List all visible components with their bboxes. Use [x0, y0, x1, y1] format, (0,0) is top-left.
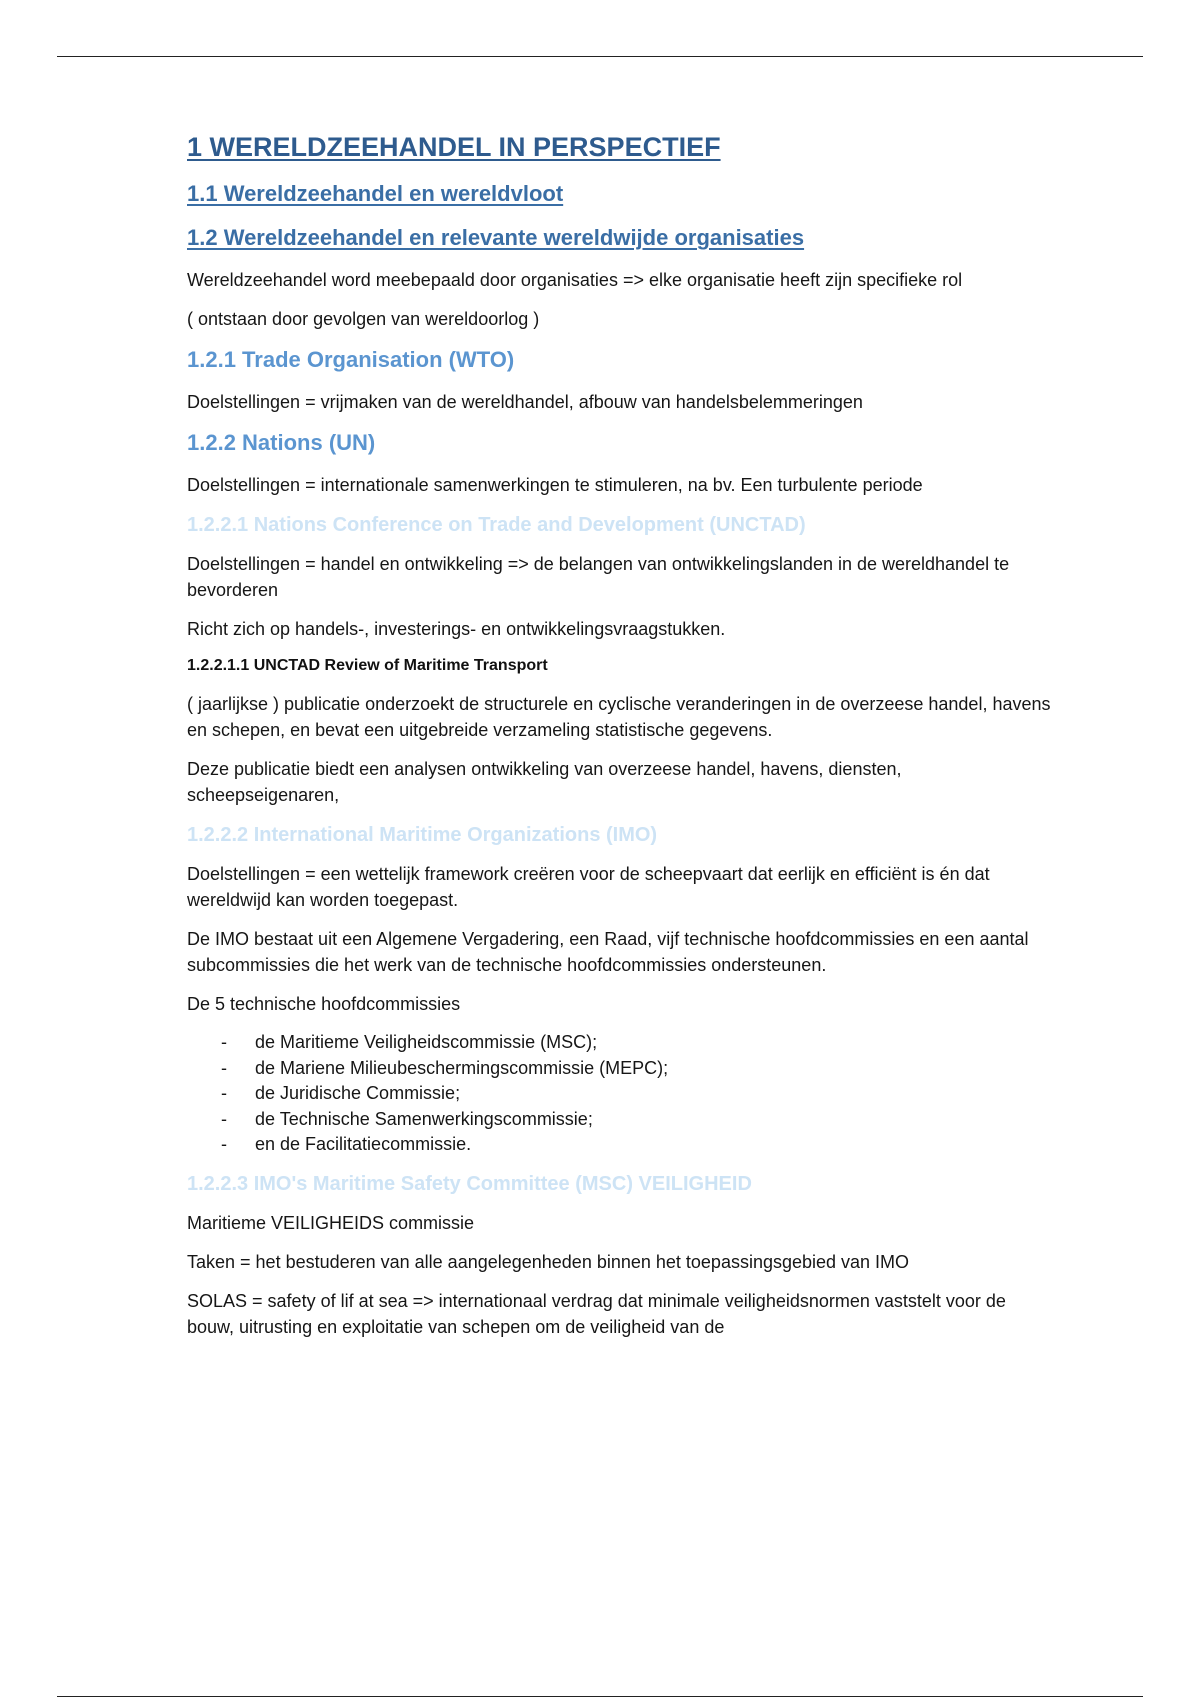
- review-paragraph-2: Deze publicatie biedt een analysen ontwikkeling van overzeese handel, havens, diensten, scheepseigenaren,: [187, 759, 902, 805]
- section-heading-1-1: 1.1 Wereldzeehandel en wereldvloot: [187, 181, 564, 206]
- msc-paragraph-3: SOLAS = safety of lif at sea => internationaal verdrag dat minimale veiligheidsnormen vaststelt voor de bouw, uitrusting en exploitatie van schepen om de veiligheid van de: [187, 1290, 1006, 1337]
- list-item: [187, 1081, 1057, 1107]
- list-item-text: en de Facilitatiecommissie.: [255, 1134, 472, 1154]
- unctad-paragraph-2: Richt zich op handels-, investerings- en ontwikkelingsvraagstukken.: [187, 619, 726, 639]
- imo-paragraph-1: Doelstellingen = een wettelijk framework creëren voor de scheepvaart dat eerlijk en efficiënt is én dat wereldwijd kan worden toegepast.: [187, 864, 990, 910]
- section-heading-1-2: 1.2 Wereldzeehandel en relevante wereldwijde organisaties: [187, 225, 805, 250]
- chapter-heading: 1 WERELDZEEHANDEL IN PERSPECTIEF: [187, 132, 721, 162]
- heading-msc: 1.2.2.3 IMO's Maritime Safety Committee (MSC) VEILIGHEID: [187, 1172, 752, 1195]
- intro-paragraph: Wereldzeehandel word meebepaald door organisaties => elke organisatie heeft zijn specifieke rol: [187, 270, 963, 290]
- msc-paragraph-1: Maritieme VEILIGHEIDS commissie: [187, 1212, 475, 1233]
- heading-review-maritime-transport: 1.2.2.1.1 UNCTAD Review of Maritime Transport: [187, 657, 548, 674]
- list-item: [187, 1132, 1057, 1158]
- list-item-text: de Maritieme Veiligheidscommissie (MSC);: [255, 1032, 598, 1052]
- heading-imo: 1.2.2.2 International Maritime Organizations (IMO): [187, 824, 658, 846]
- dash-bullet: -: [221, 1108, 227, 1129]
- dash-bullet: -: [221, 1032, 227, 1052]
- heading-unctad: 1.2.2.1 Nations Conference on Trade and Development (UNCTAD): [187, 514, 806, 536]
- unctad-paragraph-1: Doelstellingen = handel en ontwikkeling => de belangen van ontwikkelingslanden in de wereldhandel te bevorderen: [187, 554, 1010, 600]
- list-item: [187, 1056, 1057, 1082]
- list-item-text: de Technische Samenwerkingscommissie;: [255, 1108, 593, 1129]
- intro-note: ( ontstaan door gevolgen van wereldoorlog ): [187, 309, 540, 329]
- msc-paragraph-2: Taken = het bestuderen van alle aangelegenheden binnen het toepassingsgebied van IMO: [187, 1251, 910, 1272]
- page-bottom-rule: [57, 1696, 1143, 1697]
- imo-paragraph-2: De IMO bestaat uit een Algemene Vergadering, een Raad, vijf technische hoofdcommissies en een aantal subcommissies die het werk van de technische hoofdcommissies ondersteunen.: [187, 929, 1029, 975]
- subsection-heading-un: 1.2.2 Nations (UN): [187, 430, 376, 455]
- document-body: [187, 130, 1057, 1353]
- list-item-text: de Mariene Milieubeschermingscommissie (MEPC);: [255, 1057, 669, 1078]
- dash-bullet: -: [221, 1083, 227, 1103]
- wto-paragraph: Doelstellingen = vrijmaken van de wereldhandel, afbouw van handelsbelemmeringen: [187, 392, 863, 412]
- committees-list: [187, 1030, 1057, 1158]
- subsection-heading-wto: 1.2.1 Trade Organisation (WTO): [187, 347, 515, 372]
- list-item: [187, 1107, 1057, 1133]
- imo-paragraph-3: De 5 technische hoofdcommissies: [187, 994, 461, 1014]
- dash-bullet: -: [221, 1057, 227, 1078]
- list-item-text: de Juridische Commissie;: [255, 1083, 461, 1103]
- list-item: [187, 1030, 1057, 1056]
- un-paragraph: Doelstellingen = internationale samenwerkingen te stimuleren, na bv. Een turbulente periode: [187, 475, 923, 495]
- review-paragraph-1: ( jaarlijkse ) publicatie onderzoekt de structurele en cyclische veranderingen in de overzeese handel, havens en schepen, en bevat een uitgebreide verzameling statistische gegevens.: [187, 694, 1051, 740]
- page-top-rule: [57, 56, 1143, 57]
- dash-bullet: -: [221, 1134, 227, 1154]
